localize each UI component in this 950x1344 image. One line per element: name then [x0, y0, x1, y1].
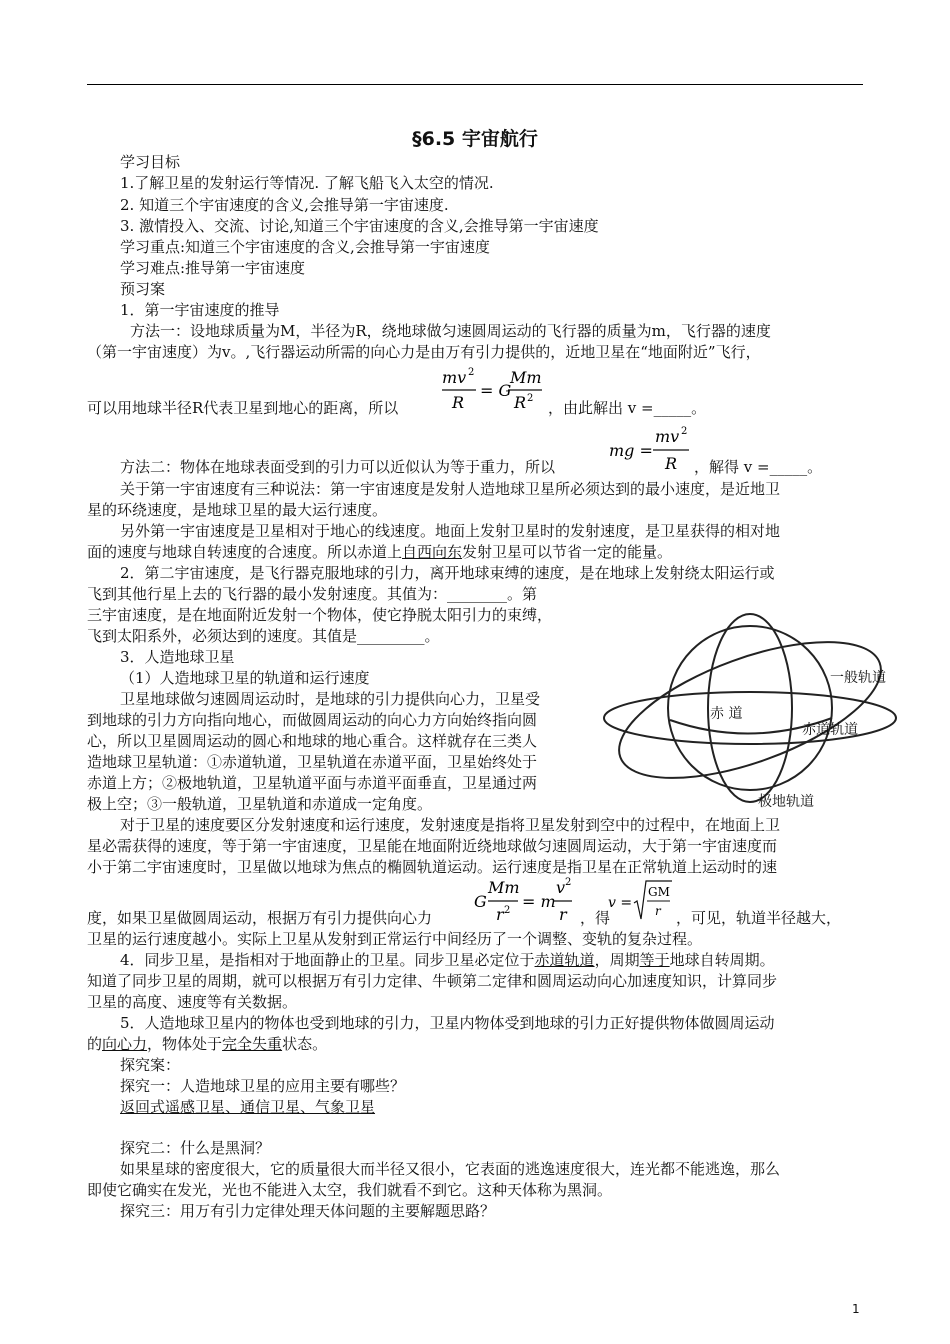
- text-line: ，由此解出 v =_____。: [548, 399, 707, 417]
- text-line: 知道了同步卫星的周期，就可以根据万有引力定律、牛顿第二定律和圆周运动向心加速度知识，计算同步: [87, 972, 778, 990]
- svg-text:r: r: [496, 905, 504, 924]
- text-line: 2. 知道三个宇宙速度的含义,会推导第一宇宙速度.: [120, 196, 449, 214]
- page-number: 1: [852, 1302, 860, 1316]
- text-line: 三宇宙速度，是在地面附近发射一个物体，使它挣脱太阳引力的束缚，: [87, 606, 553, 624]
- svg-text:R: R: [514, 393, 527, 412]
- svg-text:R: R: [665, 454, 678, 473]
- text-line: 卫星地球做匀速圆周运动时，是地球的引力提供向心力，卫星受: [120, 690, 541, 708]
- header-rule: [87, 84, 863, 85]
- orbit-diagram: [600, 610, 900, 815]
- svg-text:v: v: [556, 878, 566, 897]
- text-line: 度，如果卫星做圆周运动，根据万有引力提供向心力: [87, 909, 433, 927]
- text-line: 3. 激情投入、交流、讨论,知道三个宇宙速度的含义,会推导第一宇宙速度: [120, 217, 599, 235]
- text-line: 5．人造地球卫星内的物体也受到地球的引力，卫星内物体受到地球的引力正好提供物体做圆周运动: [120, 1014, 775, 1032]
- text-line: ，可见，轨道半径越大，: [676, 909, 842, 927]
- text-line: 到地球的引力方向指向地心，而做圆周运动的向心力方向始终指向圆: [87, 711, 538, 729]
- text-line: 学习目标: [120, 153, 181, 171]
- text-line: 探究一：人造地球卫星的应用主要有哪些？: [120, 1077, 406, 1095]
- text-line: 星的环绕速度，是地球卫星的最大运行速度。: [87, 501, 388, 519]
- svg-text:= m: = m: [522, 892, 556, 911]
- label-equator: 赤 道: [710, 706, 743, 722]
- underlined-answer: 完全失重: [222, 1035, 283, 1053]
- svg-text:G: G: [474, 892, 487, 911]
- text-line: 4．同步卫星，是指相对于地面静止的卫星。同步卫星必定位于赤道轨道，周期等于地球自转周期。: [120, 951, 775, 969]
- general-orbit: [603, 614, 898, 806]
- equation-orbital-speed: [606, 877, 674, 925]
- text-line: 1.了解卫星的发射运行等情况. 了解飞船飞入太空的情况.: [120, 174, 494, 192]
- eq1-num: mv: [442, 368, 467, 387]
- text-line: 方法一：设地球质量为M，半径为R，绕地球做匀速圆周运动的飞行器的质量为m，飞行器的速度: [130, 322, 771, 340]
- svg-text:2: 2: [565, 877, 572, 888]
- text-line: 极上空；③一般轨道，卫星轨道和赤道成一定角度。: [87, 795, 433, 813]
- text-line: （1）人造地球卫星的轨道和运行速度: [120, 669, 370, 687]
- text-line: 预习案: [120, 280, 166, 298]
- text-line: 关于第一宇宙速度有三种说法：第一宇宙速度是发射人造地球卫星所必须达到的最小速度，是近地卫: [120, 480, 781, 498]
- underlined-answer: 返回式遥感卫星、通信卫星、气象卫星: [120, 1098, 376, 1116]
- svg-text:2: 2: [468, 367, 475, 378]
- text-line: 学习难点:推导第一宇宙速度: [120, 259, 306, 277]
- text-line: ，得: [580, 909, 611, 927]
- text-line: 小于第二宇宙速度时，卫星做以地球为焦点的椭圆轨道运动。运行速度是指卫星在正常轨道上运动时的速: [87, 858, 778, 876]
- text-line: 探究案：: [120, 1056, 181, 1074]
- svg-text:R: R: [452, 393, 465, 412]
- text-line: 探究三：用万有引力定律处理天体问题的主要解题思路？: [120, 1202, 496, 1220]
- svg-text:2: 2: [681, 426, 688, 437]
- text-line: 如果星球的密度很大，它的质量很大而半径又很小，它表面的逃逸速度很大，连光都不能逃逸，那么: [120, 1160, 781, 1178]
- svg-text:2: 2: [527, 393, 534, 404]
- text-line: 可以用地球半径R代表卫星到地心的距离，所以: [87, 399, 399, 417]
- text-line: 对于卫星的速度要区分发射速度和运行速度，发射速度是指将卫星发射到空中的过程中，在地面上卫: [120, 816, 781, 834]
- text-line: 心，所以卫星圆周运动的圆心和地球的地心重合。这样就存在三类人: [87, 732, 538, 750]
- text-line: ，解得 v =_____。: [694, 458, 823, 476]
- equation-orbital-force: [472, 875, 576, 927]
- svg-text:= G: = G: [480, 381, 512, 400]
- text-line: （第一宇宙速度）为v。,飞行器运动所需的向心力是由万有引力提供的，近地卫星在“地面附近”飞行，: [87, 343, 761, 361]
- underlined-answer: 自西向东: [402, 543, 463, 561]
- page-title: §6.5 宇宙航行: [412, 128, 538, 150]
- text-line: 赤道上方；②极地轨道，卫星轨道平面与赤道平面垂直，卫星通过两: [87, 774, 538, 792]
- svg-text:r: r: [655, 904, 661, 918]
- underlined-answer: 等于: [639, 951, 670, 969]
- text-line: 3．人造地球卫星: [120, 648, 235, 666]
- underlined-answer: 向心力: [102, 1035, 148, 1053]
- text-line: 面的速度与地球自转速度的合速度。所以赤道上自西向东发射卫星可以节省一定的能量。: [87, 543, 673, 561]
- text-line: 星必需获得的速度，等于第一宇宙速度，卫星能在地面附近绕地球做匀速圆周运动，大于第一宇宙速度而: [87, 837, 778, 855]
- svg-text:mv: mv: [655, 427, 680, 446]
- text-line: 飞到其他行星上去的飞行器的最小发射速度。其值为：________。第: [87, 585, 538, 603]
- equation-gravity-centripetal: [440, 363, 544, 417]
- text-line: 另外第一宇宙速度是卫星相对于地心的线速度。地面上发射卫星时的发射速度，是卫星获得的相对地: [120, 522, 781, 540]
- svg-text:GM: GM: [648, 885, 670, 899]
- svg-text:Mm: Mm: [488, 878, 520, 897]
- underlined-answer: 赤道轨道: [534, 951, 595, 969]
- text-line: 2．第二宇宙速度，是飞行器克服地球的引力，离开地球束缚的速度，是在地球上发射绕太阳运行或: [120, 564, 775, 582]
- label-equatorial-orbit: 赤道轨道: [802, 722, 858, 738]
- text-line: 方法二：物体在地球表面受到的引力可以近似认为等于重力，所以: [120, 458, 556, 476]
- label-polar-orbit: 极地轨道: [758, 794, 814, 810]
- svg-text:r: r: [559, 905, 567, 924]
- svg-text:v =: v =: [608, 895, 633, 911]
- text-line: 卫星的高度、速度等有关数据。: [87, 993, 298, 1011]
- svg-text:Mm: Mm: [510, 368, 542, 387]
- text-line: 飞到太阳系外，必须达到的速度。其值是_________。: [87, 627, 440, 645]
- text-line: 卫星的运行速度越小。实际上卫星从发射到正常运行中间经历了一个调整、变轨的复杂过程。: [87, 930, 703, 948]
- svg-text:mg =: mg =: [609, 441, 653, 460]
- svg-text:2: 2: [504, 905, 511, 916]
- label-general-orbit: 一般轨道: [830, 670, 886, 686]
- text-line: 探究二：什么是黑洞？: [120, 1139, 271, 1157]
- text-line: 造地球卫星轨道：①赤道轨道，卫星轨道在赤道平面，卫星始终处于: [87, 753, 538, 771]
- text-line: 学习重点:知道三个宇宙速度的含义,会推导第一宇宙速度: [120, 238, 490, 256]
- text-line: 的向心力，物体处于完全失重状态。: [87, 1035, 328, 1053]
- equation-gravity-weight: [607, 424, 691, 476]
- text-line: 1．第一宇宙速度的推导: [120, 301, 280, 319]
- text-line: 即使它确实在发光，光也不能进入太空，我们就看不到它。这种天体称为黑洞。: [87, 1181, 613, 1199]
